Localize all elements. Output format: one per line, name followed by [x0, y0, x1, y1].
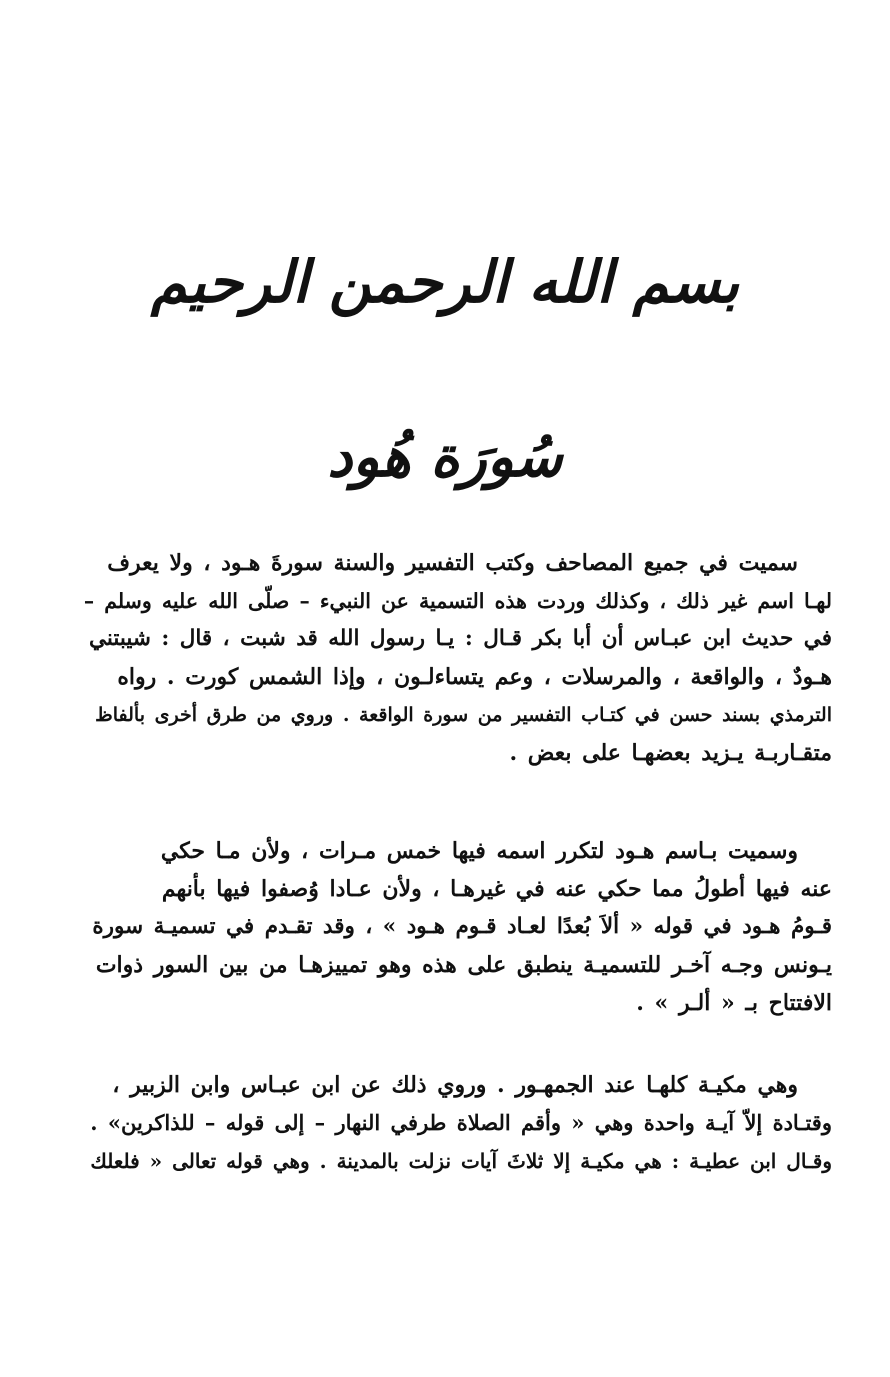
text-line: سميت في جميع المصاحف وكتب التفسير والسنة سورةَ هـود ، ولا يعرف — [107, 550, 798, 576]
text-line: لهـا اسم غير ذلك ، وكذلك وردت هذه التسمية عن النبيء – صلّى الله عليه وسلم – — [83, 589, 832, 613]
text-line: الافتتاح بـ « ألـر » . — [636, 990, 832, 1016]
text-line: عنه فيها أطولُ مما حكي عنه في غيرهـا ، ولأن عـادا وُصفوا فيها بأنهم — [161, 876, 832, 902]
text-line: متقـاربـة يـزيد بعضهـا على بعض . — [509, 740, 832, 766]
text-line: يـونس وجـه آخـر للتسميـة ينطبق على هذه وهو تمييزهـا من بين السور ذوات — [95, 952, 832, 978]
paragraph-reason — [78, 832, 832, 1022]
text-line: وقـال ابن عطيـة : هي مكيـة إلا ثلاثَ آيات نزلت بالمدينة . وهي قوله تعالى « فلعلك — [90, 1149, 832, 1173]
basmala-heading: بسم الله الرحمن الرحيم — [150, 248, 740, 316]
text-line: هـودٌ ، والواقعة ، والمرسلات ، وعم يتساءلـون ، وإذا الشمس كورت . رواه — [117, 664, 832, 690]
text-line: وهي مكيـة كلهـا عند الجمهـور . وروي ذلك عن ابن عبـاس وابن الزبير ، — [112, 1072, 798, 1098]
text-line: وقتـادة إلاّ آيـة واحدة وهي « وأقم الصلاة طرفي النهار – إلى قوله – للذاكرين» . — [90, 1110, 832, 1135]
text-line: وسميت بـاسم هـود لتكرر اسمه فيها خمس مـرات ، ولأن مـا حكي — [160, 838, 798, 864]
paragraph-naming — [78, 544, 832, 772]
paragraph-makki — [78, 1066, 832, 1180]
text-line: في حديث ابن عبـاس أن أبا بكر قـال : يـا رسول الله قد شبت ، قال : شيبتني — [88, 626, 832, 651]
text-line: قـومُ هـود في قوله « ألاَ بُعدًا لعـاد قـوم هـود » ، وقد تقـدم في تسميـة سورة — [92, 914, 832, 939]
text-line: الترمذي بسند حسن في كتـاب التفسير من سورة الواقعة . وروي من طرق أخرى بألفاظ — [95, 704, 832, 726]
surah-title: سُورَة هُود — [327, 424, 563, 490]
